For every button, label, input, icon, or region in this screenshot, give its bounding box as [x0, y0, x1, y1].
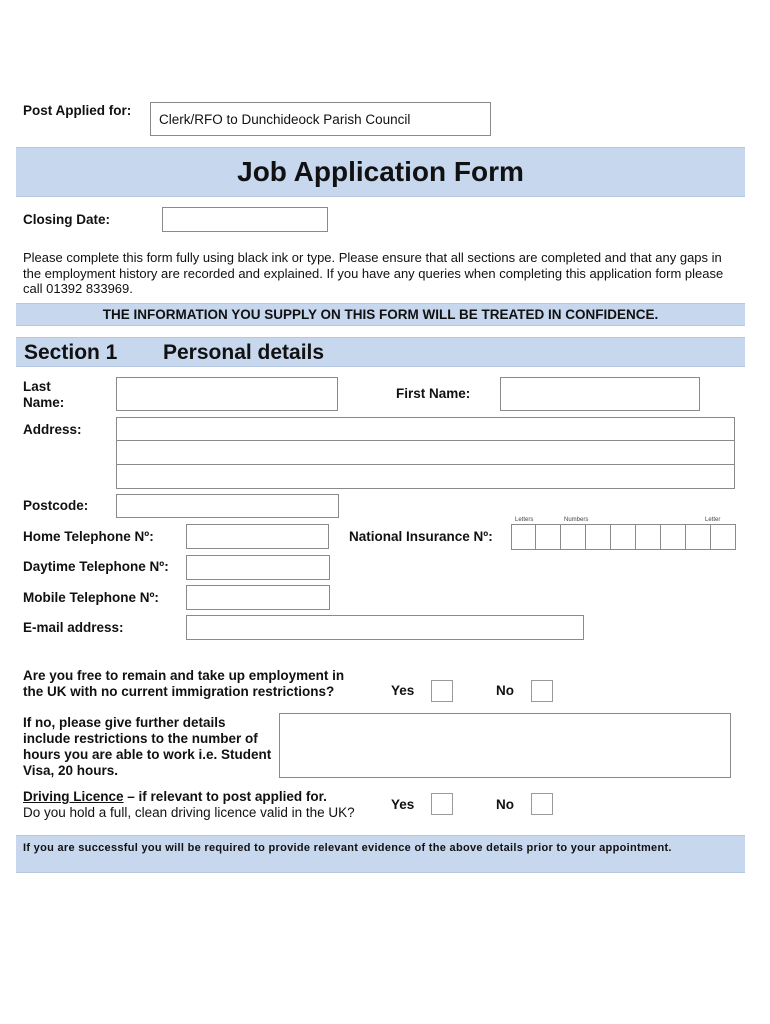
licence-heading: Driving Licence: [23, 789, 124, 804]
address-line-2[interactable]: [116, 440, 735, 465]
mobile-tel-label: Mobile Telephone Nº:: [23, 590, 159, 605]
home-tel-field[interactable]: [186, 524, 329, 549]
title-band: [16, 147, 745, 197]
ni-cell[interactable]: [687, 525, 711, 549]
ni-cell[interactable]: [512, 525, 536, 549]
ni-cell[interactable]: [662, 525, 686, 549]
licence-yes-checkbox[interactable]: [431, 793, 453, 815]
post-applied-value: Clerk/RFO to Dunchideock Parish Council: [159, 112, 411, 127]
section1-title: Personal details: [163, 341, 325, 364]
licence-no-checkbox[interactable]: [531, 793, 553, 815]
closing-date-label: Closing Date:: [23, 212, 111, 227]
page-title: Job Application Form: [237, 156, 524, 187]
home-tel-label: Home Telephone Nº:: [23, 529, 154, 544]
evidence-band: [16, 835, 745, 873]
first-name-label: First Name:: [396, 386, 471, 401]
ni-hint-letter: Letter: [705, 517, 721, 523]
email-label: E-mail address:: [23, 620, 124, 635]
ni-cell[interactable]: [537, 525, 561, 549]
confidence-band: [16, 303, 745, 326]
ni-cell[interactable]: [587, 525, 611, 549]
first-name-field[interactable]: [500, 377, 700, 411]
immigration-yes-checkbox[interactable]: [431, 680, 453, 702]
ni-cell[interactable]: [562, 525, 586, 549]
ni-hint-letters: Letters: [515, 517, 534, 523]
further-details-label: If no, please give further details include restrictions to the number of hours you are able to work i.e. Student Visa, 20 hours.: [23, 715, 272, 778]
licence-question: Do you hold a full, clean driving licence valid in the UK?: [23, 805, 355, 820]
post-applied-field[interactable]: [150, 102, 491, 136]
immigration-yes-label: Yes: [391, 683, 415, 698]
ni-number-field[interactable]: [511, 524, 736, 550]
ni-label: National Insurance Nº:: [349, 529, 493, 544]
immigration-no-checkbox[interactable]: [531, 680, 553, 702]
email-field[interactable]: [186, 615, 584, 640]
address-label: Address:: [23, 422, 82, 437]
last-name-field[interactable]: [116, 377, 338, 411]
mobile-tel-field[interactable]: [186, 585, 330, 610]
licence-heading-line: [23, 789, 327, 804]
section1-number: Section 1: [24, 341, 118, 364]
evidence-notice: If you are successful you will be required to provide relevant evidence of the above details prior to your appointment.: [23, 842, 672, 854]
post-applied-label: Post Applied for:: [23, 103, 132, 118]
ni-hint-numbers: Numbers: [564, 517, 589, 523]
address-line-1[interactable]: [116, 417, 735, 441]
ni-cell[interactable]: [637, 525, 661, 549]
postcode-field[interactable]: [116, 494, 339, 518]
ni-cell[interactable]: [612, 525, 636, 549]
licence-heading-suffix: – if relevant to post applied for.: [123, 789, 327, 804]
closing-date-field[interactable]: [162, 207, 328, 232]
licence-yes-label: Yes: [391, 797, 415, 812]
daytime-tel-label: Daytime Telephone Nº:: [23, 559, 169, 574]
immigration-question: Are you free to remain and take up employment in the UK with no current immigration restrictions?: [23, 668, 345, 699]
intro-paragraph: Please complete this form fully using black ink or type. Please ensure that all sections are completed and that any gaps in the employment history are recorded and explained. If you have any queries when completing this application form please call 01392 833969.: [23, 250, 724, 296]
confidence-notice: THE INFORMATION YOU SUPPLY ON THIS FORM WILL BE TREATED IN CONFIDENCE.: [102, 307, 659, 322]
immigration-no-label: No: [496, 683, 514, 698]
last-name-label: Last Name:: [23, 379, 65, 410]
licence-no-label: No: [496, 797, 514, 812]
address-line-3[interactable]: [116, 464, 735, 489]
further-details-field[interactable]: [279, 713, 731, 778]
postcode-label: Postcode:: [23, 498, 89, 513]
section1-band: [16, 337, 745, 367]
daytime-tel-field[interactable]: [186, 555, 330, 580]
